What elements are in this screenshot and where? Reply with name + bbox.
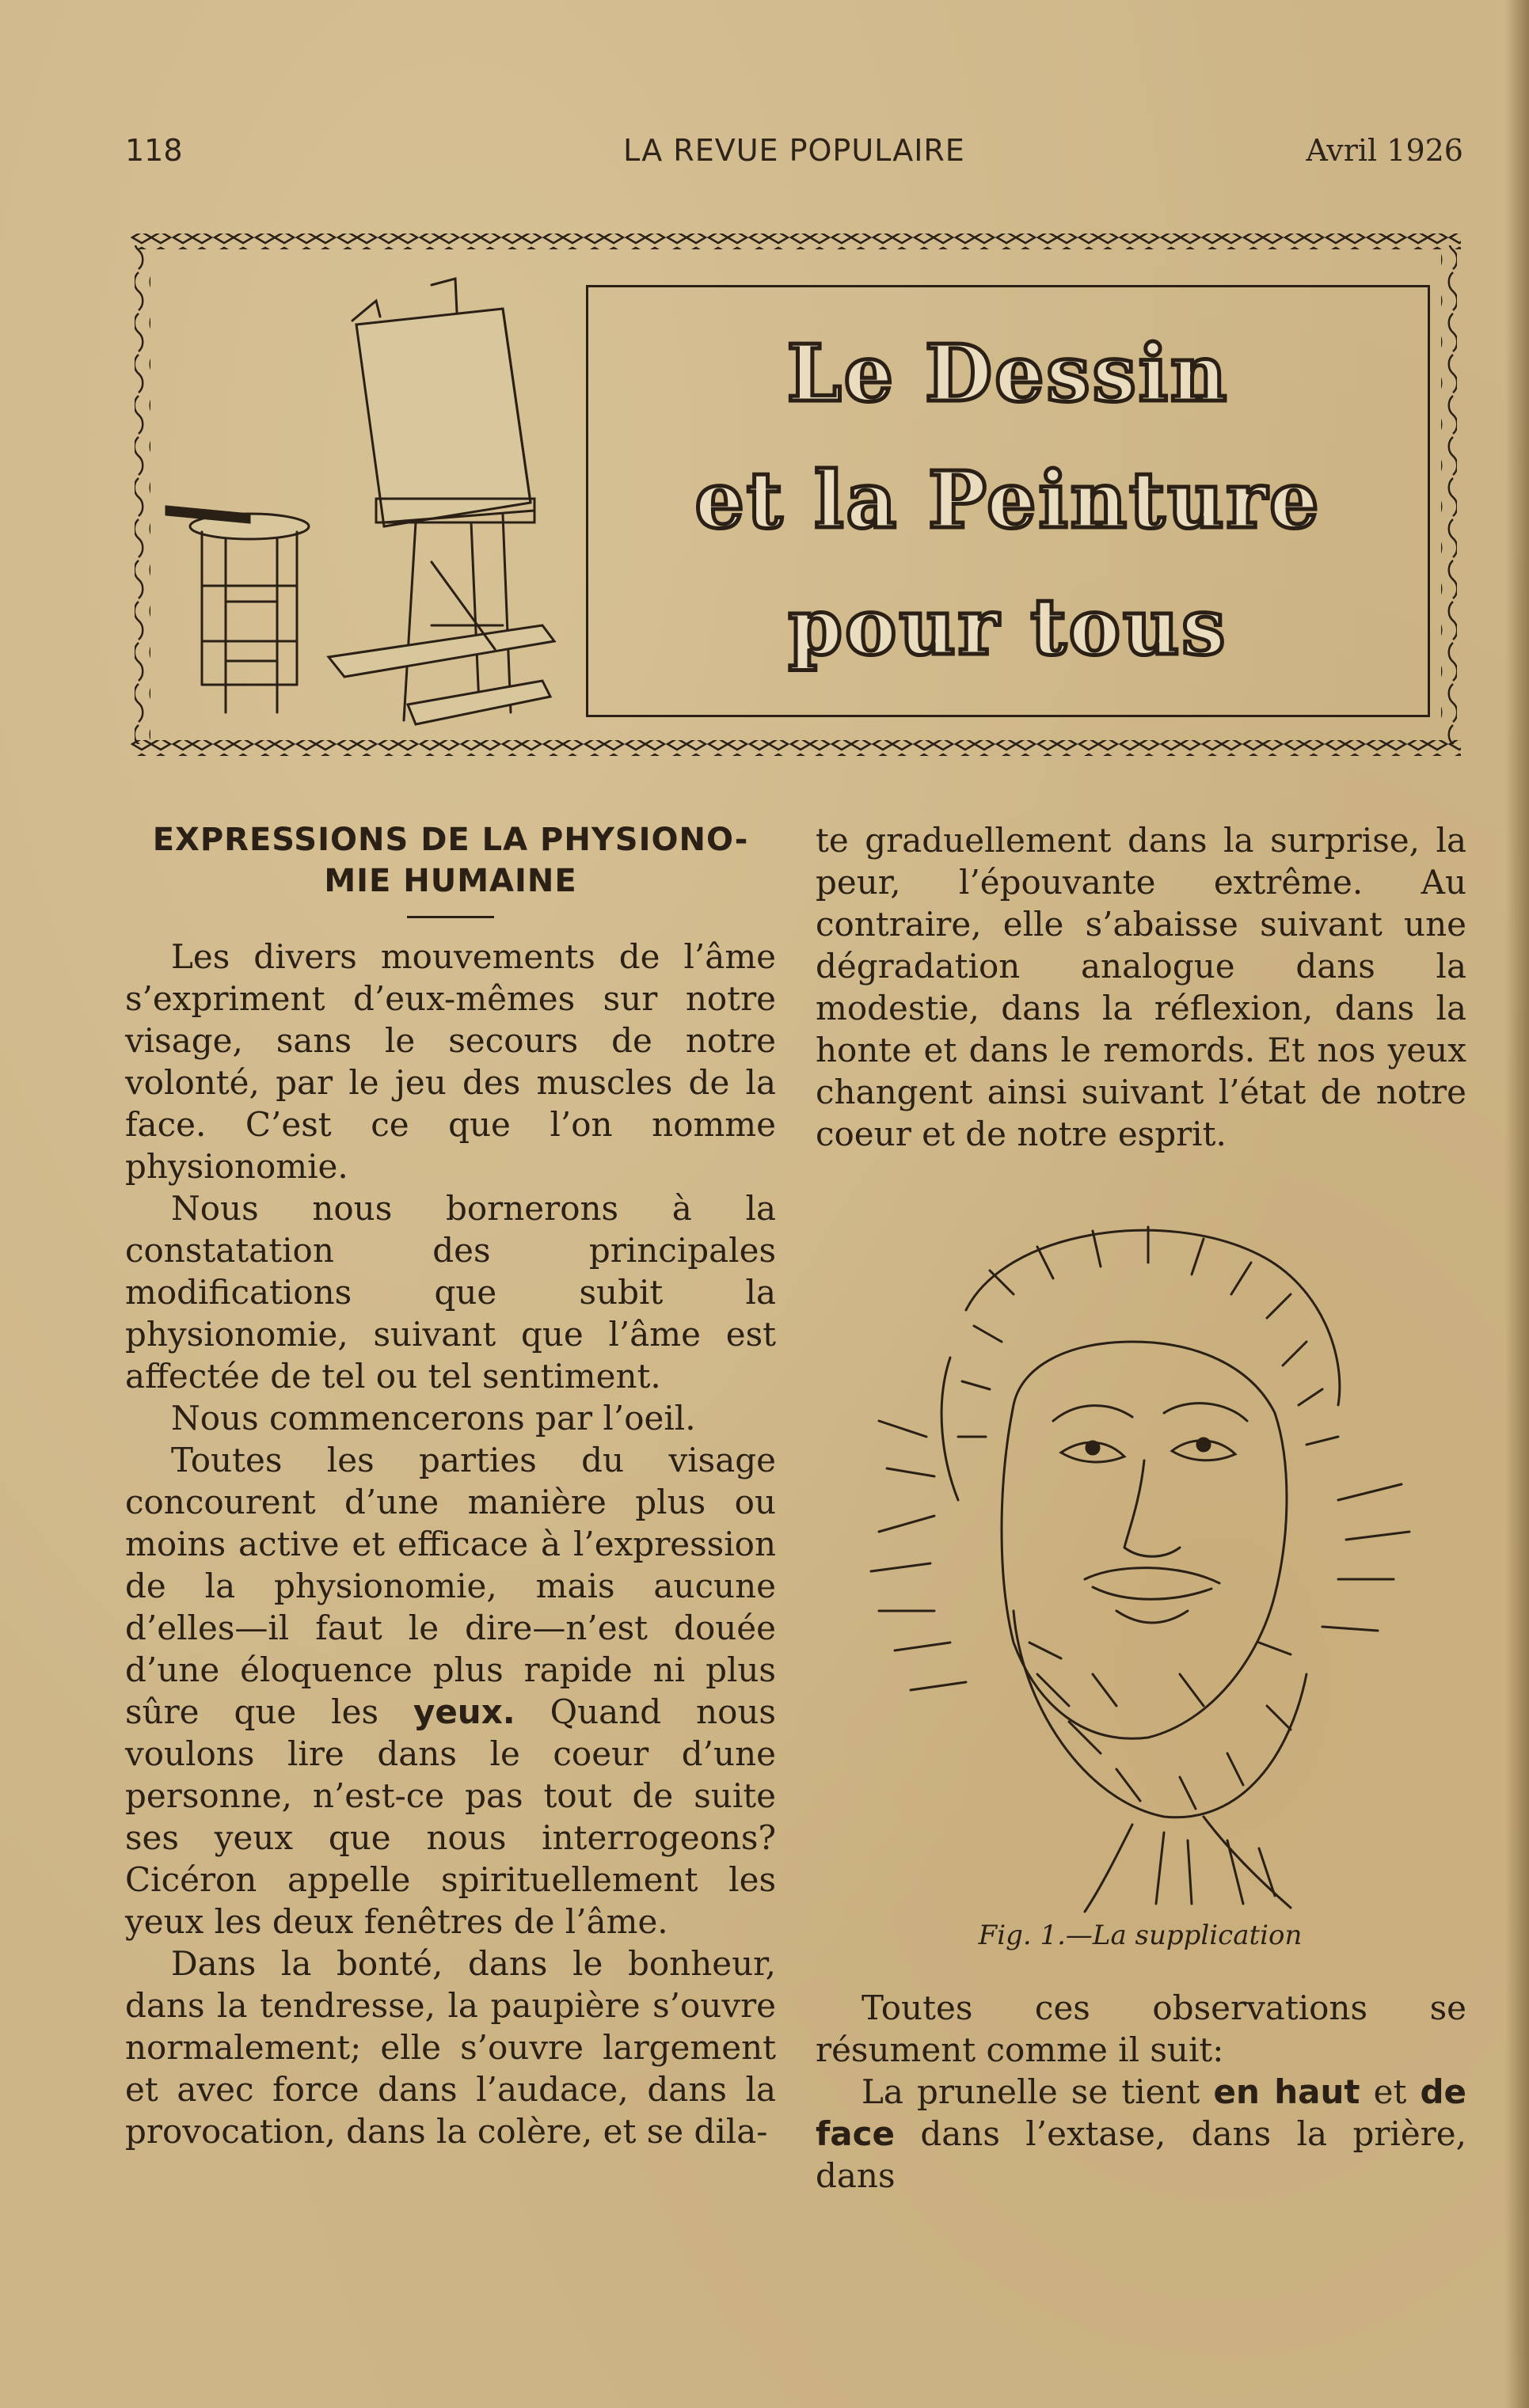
paragraph-4-start: Toutes les parties du visage concourent d’une manière plus ou moins active et efficace à l’expression de la physionomie, mais aucune d’elles—il faut le dire—n’est douée d’une éloquence plus rapide ni plus sûre que les [125,1441,776,1731]
title-frame [586,285,1430,717]
page-number: 118 [125,133,183,168]
bold-de-face: de face [816,2072,1466,2153]
bold-word-yeux: yeux. [413,1692,515,1731]
running-title: LA REVUE POPULAIRE [623,133,965,168]
title-line-1: Le Dessin [786,329,1230,420]
right-column-bottom [816,1987,1466,2197]
paragraph-7-start: La prunelle se tient [861,2072,1214,2111]
figure-caption: Fig. 1.—La supplication [978,1920,1303,1951]
title-line-2: et la Peinture [694,455,1322,546]
bold-en-haut: en haut [1213,2072,1360,2111]
title-line-3: pour tous [788,582,1228,673]
paragraph-2: Nous nous bornerons à la constatation des principales modifications que subit la physionomie, suivant que l’âme est affectée de tel ou tel sentiment. [125,1189,776,1396]
section-title [588,287,1428,715]
section-banner [131,230,1461,760]
paragraph-4-end: Quand nous voulons lire dans le coeur d’une personne, n’est-ce pas tout de suite ses yeux que nous interrogeons? Cicéron appelle spirituellement les yeux les deux fenêtres de l’âme. [125,1692,776,1941]
article-heading: EXPRESSIONS DE LA PHYSIONO-MIE HUMAINE [152,822,749,899]
page-edge-shadow [1505,0,1529,2408]
paragraph-3: Nous commencerons par l’oeil. [171,1399,696,1438]
figure-supplication [831,1199,1449,1928]
paragraph-7-end: dans l’extase, dans la prière, dans [816,2114,1466,2195]
issue-date: Avril 1926 [1306,133,1463,168]
paragraph-7 [816,2071,1466,2197]
heading-rule [407,916,494,918]
supplicating-face-sketch-icon [831,1199,1449,1928]
paragraph-5: Dans la bonté, dans le bonheur, dans la tendresse, la paupière s’ouvre normalement; elle s’ouvre largement et avec force dans l’audace, dans la provocation, dans la colère, et se dila- [125,1944,776,2151]
paragraph-7-mid: et [1360,2072,1421,2111]
paragraph-4 [125,1439,776,1943]
paragraph-6: Toutes ces observations se résument comme il suit: [816,1988,1466,2069]
easel-stool-palette-icon [166,279,554,724]
running-header [125,133,1463,173]
left-column [125,819,776,2152]
paragraph-5-continued: te graduellement dans la surprise, la peur, l’épouvante extrême. Au contraire, elle s’abaisse suivant une dégradation analogue dans la modestie, dans la réflexion, dans la honte et dans le remords. Et nos yeux changent ainsi suivant l’état de notre coeur et de notre esprit. [816,821,1466,1153]
paragraph-1: Les divers mouvements de l’âme s’expriment d’eux-mêmes sur notre visage, sans le secours de notre volonté, par le jeu des muscles de la face. C’est ce que l’on nomme physionomie. [125,937,776,1186]
right-column-top [816,819,1466,1155]
